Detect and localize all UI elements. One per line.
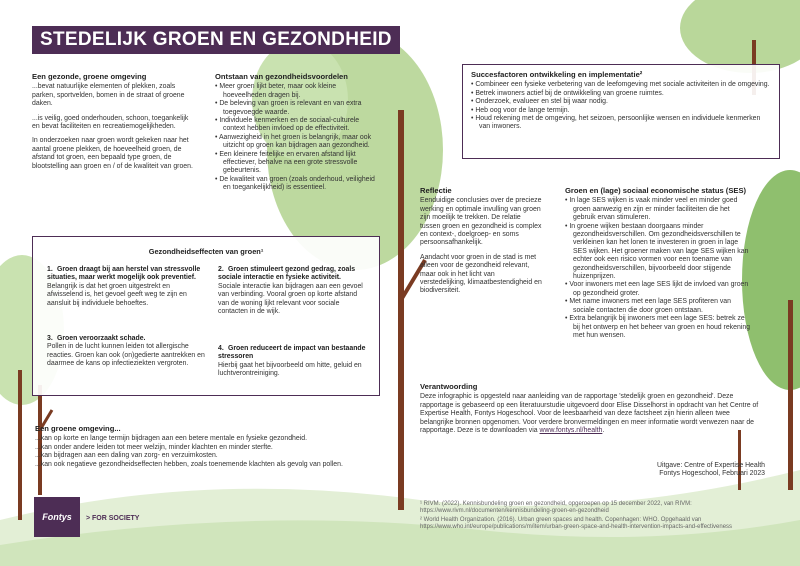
effect-number: 3. — [47, 335, 53, 342]
list-item: • Houd rekening met de omgeving, het seizoen, persoonlijke wensen en individuele kenmerken van inwoners. — [471, 115, 771, 132]
paragraph: In onderzoeken naar groen wordt gekeken naar het aantal groene plekken, de hoeveelheid groen, de afstand tot groen, een bepaald type groen, de blootstelling aan groen en / of de kwaliteit van groen. — [32, 137, 193, 170]
section-heading: Een groene omgeving... — [35, 424, 121, 433]
list-item: ...kan onder andere leiden tot meer welzijn, minder klachten en minder sterfte. — [35, 443, 273, 451]
list-item: • Onderzoek, evalueer en stel bij waar nodig. — [471, 98, 771, 106]
list-item: • De kwaliteit van groen (zoals onderhoud, veiligheid en toegankelijkheid) is essentieel. — [215, 176, 375, 193]
effect-item-1 — [47, 266, 205, 308]
list-item: • Aanwezigheid in het groen is belangrijk, maar ook uitzicht op groen kan bijdragen aan gezondheid. — [215, 134, 375, 151]
list-item: ...kan bijdragen aan een daling van zorg- en verzuimkosten. — [35, 452, 218, 460]
section-heading: Verantwoording — [420, 382, 478, 391]
footnotes — [420, 501, 770, 531]
logo-tagline: > FOR SOCIETY — [86, 515, 140, 522]
list-item: • In lage SES wijken is vaak minder veel en minder goed groen aanwezig en zijn er minder faciliteiten die het gebruik ervan stimuleren. — [565, 197, 753, 222]
section-ses — [565, 187, 753, 340]
uitgave — [600, 462, 765, 479]
paragraph: ...is veilig, goed onderhouden, schoon, toegankelijk en bevat faciliteiten en recreatiemogelijkheden. — [32, 114, 189, 131]
link-suffix: . — [602, 427, 605, 435]
effect-title: Groen veroorzaakt schade. — [57, 335, 146, 342]
section-heading: Een gezonde, groene omgeving — [32, 72, 147, 81]
tree-canopy-right-top — [680, 0, 800, 73]
effect-item-2 — [218, 266, 370, 316]
list-item: • Met name inwoners met een lage SES profiteren van sociale contacten die door groen ontstaan. — [565, 298, 753, 315]
list-item: • In groene wijken bestaan doorgaans minder gezondheidsverschillen. Om gezondheidsverschillen te verkleinen kan het lonen te investeren in groen in lage SES wijken. Het groener maken van lage SES wijken kan echter ook een risico vormen voor een toename van gezondheidsverschillen, bijvoorbeeld door stijgende huizenprijzen. — [565, 223, 753, 282]
effect-item-3 — [47, 335, 205, 369]
section-reflectie — [420, 187, 542, 302]
effect-item-4 — [218, 345, 370, 379]
tree-trunk-center — [398, 110, 404, 510]
list-item: • Betrek inwoners actief bij de ontwikkeling van groene ruimtes. — [471, 90, 771, 98]
effect-text: Belangrijk is dat het groen uitgestrekt en afwisselend is, het gevoel geeft weg te zijn en aansluit bij individuele behoeftes. — [47, 282, 187, 307]
effect-number: 4. — [218, 345, 224, 352]
list-item: • Meer groen lijkt beter, maar ook kleine hoeveelheden dragen bij. — [215, 83, 375, 100]
list-item: • Combineer een fysieke verbetering van de leefomgeving met sociale activiteiten in de omgeving. — [471, 81, 771, 89]
health-link[interactable]: www.fontys.nl/health — [539, 427, 603, 435]
list-item: • Voor inwoners met een lage SES lijkt de invloed van groen op gezondheid groter. — [565, 281, 753, 298]
tree-trunk-right — [788, 300, 793, 490]
section-heading: Groen en (lage) sociaal economische status (SES) — [565, 186, 747, 195]
list-item: • Een kleinere feitelijke en ervaren afstand lijkt effectiever, behalve na een grote stressvolle gebeurtenis. — [215, 151, 375, 176]
fontys-logo: Fontys — [34, 497, 80, 537]
succesfactoren-box — [462, 64, 780, 159]
section-gezondheidsvoordelen — [215, 73, 375, 193]
effect-text: Sociale interactie kan bijdragen aan een gevoel van verbinding. Vooral groen op korte afstand van de woning lijkt relevant voor sociale contacten in de wijk. — [218, 282, 363, 316]
section-gezonde-omgeving — [32, 73, 197, 177]
effect-number: 2. — [218, 266, 224, 273]
list-item: • De beleving van groen is relevant en van extra toegevoegde waarde. — [215, 100, 375, 117]
paragraph: ...bevat natuurlijke elementen of plekken, zoals parken, sportvelden, bomen in de straat of groene daken. — [32, 83, 185, 108]
tree-trunk-left — [18, 370, 22, 520]
effect-title: Groen reduceert de impact van bestaande stressoren — [218, 345, 366, 361]
section-heading: Ontstaan van gezondheidsvoordelen — [215, 72, 348, 81]
footnote: ² World Health Organization. (2016). Urban green spaces and health. Copenhagen: WHO. Opgehaald van https://www.who.int/europe/publications/m/item/urban-green-space-and-health-intervention-impacts-and-effectiveness — [420, 517, 733, 530]
paragraph: Aandacht voor groen in de stad is met alleen voor de gezondheid relevant, maar ook in het licht van verstedelijking, klimaatbestendigheid en biodiversiteit. — [420, 253, 542, 295]
section-heading: Succesfactoren ontwikkeling en implementatie² — [471, 70, 643, 79]
uitgave-line: Uitgave: Centre of Expertise Health — [656, 462, 765, 469]
effect-number: 1. — [47, 266, 53, 273]
section-heading: Reflectie — [420, 186, 452, 195]
section-verantwoording — [420, 383, 765, 435]
section-groene-omgeving — [35, 425, 375, 469]
paragraph: Eenduidige conclusies over de precieze werking en optimale invulling van groen zijn moeilijk te trekken. De relatie tussen groen en gezondheid is complex en context-, doelgroep- en soms persoonsafhankelijk. — [420, 197, 542, 247]
effect-title: Groen stimuleert gezond gedrag, zoals sociale interactie en fysieke activiteit. — [218, 266, 356, 282]
uitgave-line: Fontys Hogeschool, Februari 2023 — [659, 470, 765, 478]
list-item: • Individuele kenmerken en de sociaal-culturele context hebben invloed op de effectiviteit. — [215, 117, 375, 134]
list-item: ...kan op korte en lange termijn bijdragen aan een betere mentale en fysieke gezondheid. — [35, 435, 307, 443]
list-item: ...kan ook negatieve gezondheidseffecten hebben, zoals toenemende klachten als gevolg van pollen. — [35, 460, 343, 468]
effect-text: Pollen in de lucht kunnen leiden tot allergische reacties. Groen kan ook (on)gedierte aantrekken en daarmee de kans op infectieziekten vergroten. — [47, 343, 205, 368]
list-item: • Extra belangrijk bij inwoners met een lage SES: betrek ze bij het ontwerp en het beheer van groen en houd rekening met hun wensen. — [565, 315, 753, 340]
effect-title: Groen draagt bij aan herstel van stressvolle situaties, maar werkt mogelijk ook preventief. — [47, 266, 201, 282]
effect-text: Hierbij gaat het bijvoorbeeld om hitte, geluid en luchtverontreiniging. — [218, 361, 362, 378]
box-title: Gezondheidseffecten van groen¹ — [148, 247, 264, 256]
page-title: STEDELIJK GROEN EN GEZONDHEID — [32, 26, 400, 54]
paragraph: Deze infographic is opgesteld naar aanleiding van de rapportage 'stedelijk groen en gezondheid'. Deze rapportage is gebaseerd op een literatuurstudie uitgevoerd door Elise Disselhorst in opdracht van het Centre of Expertise Health, Fontys Hogeschool. Voor de leesbaarheid van deze factsheet zijn hierin alleen twee belangrijke bronnen opgenomen. Voor verdere bronvermeldingen en meer informatie wordt verwezen naar de rapportage. Deze is te downloaden via — [420, 393, 759, 435]
list-item: • Heb oog voor de lange termijn. — [471, 107, 771, 115]
footnote: ¹ RIVM. (2022). Kennisbundeling groen en gezondheid, opgeroepen op 15 december 2022, van RIVM: https://www.rivm.nl/documenten/kennisbundeling-groen-en-gezondheid — [420, 501, 692, 514]
